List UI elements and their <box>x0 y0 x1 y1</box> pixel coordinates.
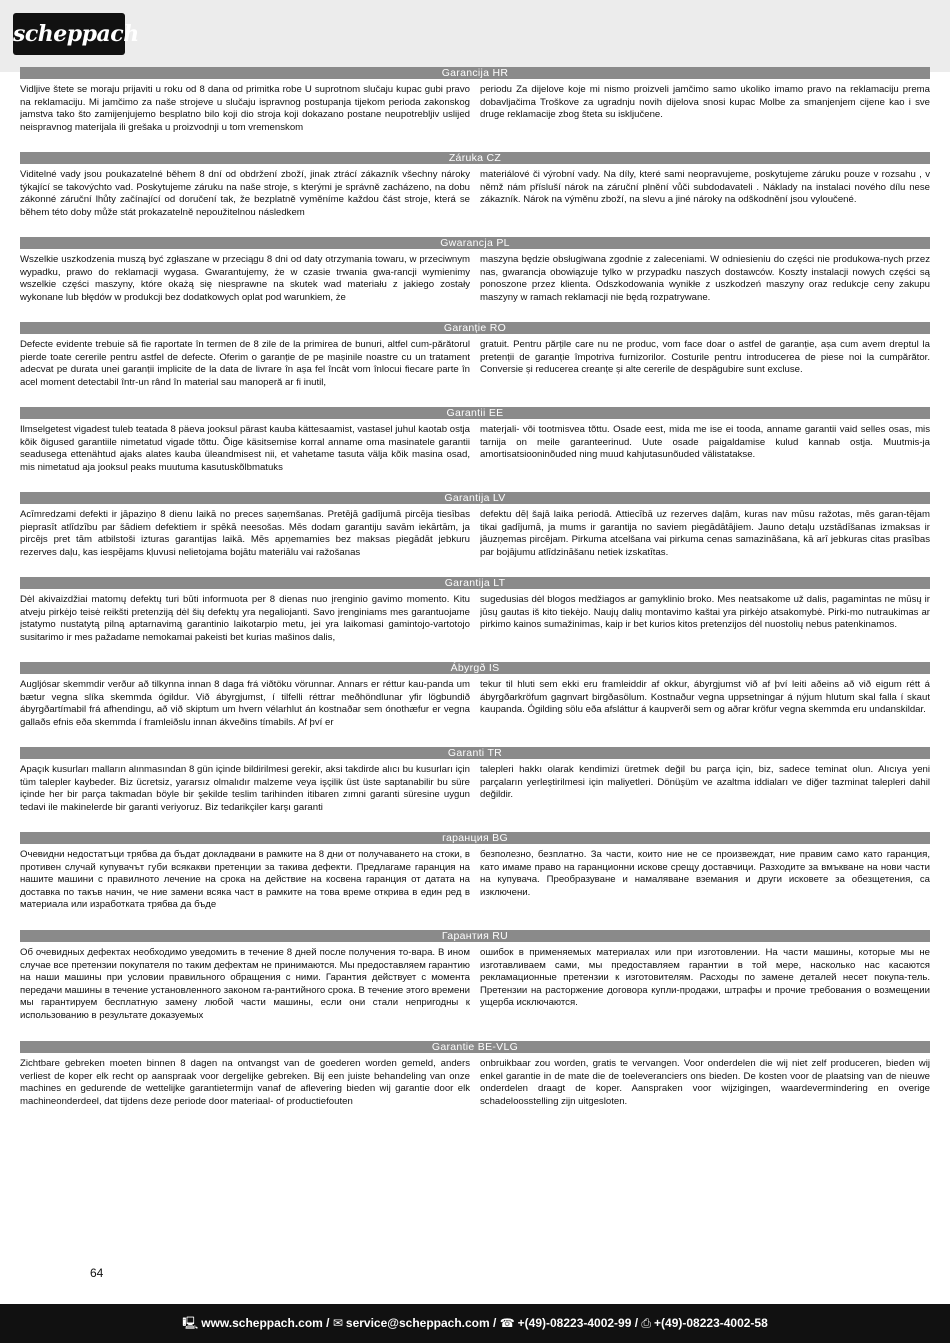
section-tr <box>20 747 930 814</box>
section-title: Garantija LV <box>20 492 930 504</box>
section-text-left: Wszelkie uszkodzenia muszą być zgłaszane w przeciągu 8 dni od daty otrzymania towaru, w przeciwnym wypadku, prawo do reklamacji wygasa. Gwarantujemy, że w czasie trwania gwa-rancji wymienimy wszelkie części maszyny, które okażą się niesprawne na skutek wad materiału z jakiego zostały wykonane lub błędów w produkcji bez dodatkowych oplat pod warunkiem, że <box>20 254 470 303</box>
section-text-left: Apaçık kusurları malların alınmasından 8 gün içinde bildirilmesi gerekir, aksi takdirde alıcı bu kusurları için tüm talepler kaybeder. Biz ücretsiz, yararsız olmalıdır malzeme veya işçilik üst üste saptanabilir bu süre içinde her bir parça takmadan böyle bir şekilde teslim tarihinden itibaren zımni garanti süresine uygun tedavi ile makinelerde bir garanti veriyoruz. Biz tedarikçiler karşı garanti <box>20 764 470 813</box>
section-text-right: defektu dēļ šajā laika periodā. Attiecībā uz rezerves daļām, kuras nav mūsu ražotas, mēs garan-tējam tikai gadījumā, ja mums ir garantija no saviem piegādātājiem. Jauno detaļu uzstādīšanas izmaksas ir jāuzņemas pircējam. Pirkuma atcelšana vai pirkuma cenas samazināšana, kā arī jebkuras citas prasības par bojājumu atlīdzināšanu netiek izskatītas. <box>480 509 930 558</box>
fax-icon: ⎙ <box>641 1316 652 1330</box>
phone-link[interactable] <box>500 1304 632 1343</box>
section-title: гаранция BG <box>20 832 930 844</box>
fax-number <box>641 1304 767 1343</box>
section-ro <box>20 322 930 389</box>
computer-icon: 🖳 <box>182 1316 199 1330</box>
section-text-right: sugedusias dėl blogos medžiagos ar gamyklinio broko. Mes neatsakome už dalis, pagamintas ne mūsų ir jūsų gautas iš kito tiekėjo. Naujų dalių montavimo kaštai yra pirkėjo atsakomybė. Pirki-mo nutraukimas ar pirkimo kainos sumažinimas, kaip ir bet kurios kitos pretenzijos dėl nuostolių nebus patenkinamos. <box>480 594 930 631</box>
email-text: service@scheppach.com <box>345 1316 490 1330</box>
section-bg <box>20 832 930 912</box>
section-title: Garantii EE <box>20 407 930 419</box>
section-text-left: Dėl akivaizdžiai matomų defektų turi būti informuota per 8 dienas nuo įrenginio gavimo momento. Kitu atveju pirkėjo teisė reikšti pretenziją dėl šių defektų yra negaliojanti. Savo įrenginiams mes garantuojame įstatymo nustatytą pilną aptarnavimą garantinio laikotarpio metu, jei yra laikomasi gamintojo-vartotojo susitarimo ir mes pažadame nemokamai pakeisti bet kurias mašinos dalis, <box>20 594 470 643</box>
fax-text: +(49)-08223-4002-58 <box>654 1316 768 1330</box>
phone-text: +(49)-08223-4002-99 <box>517 1316 632 1330</box>
section-text-right: periodu Za dijelove koje mi nismo proizveli jamčimo samo ukoliko imamo pravo na reklamaciju prema dobavljačima Troškove za ugradnju novih dijelova snosi kupac Molbe za smanjenjem cijene kao i sve druge reklamacije zbog šteta su isključene. <box>480 84 930 121</box>
section-text-left: Zichtbare gebreken moeten binnen 8 dagen na ontvangst van de goederen worden gemeld, anders verliest de koper elk recht op aanspraak voor dergelijke gebreken. Bij een juiste behandeling van onze machines en gedurende de wettelijke garantietermijn vanaf de aflevering bieden wij garantie door elk machineonderdeel, dat tijdens deze periode door materiaal- of productiefouten <box>20 1058 470 1107</box>
section-pl <box>20 237 930 304</box>
section-text-right: materjali- või tootmisvea tõttu. Osade eest, mida me ise ei tooda, anname garantii vaid selles osas, mis tarnija on meile garanteerinud. Uute osade paigaldamise kulud kannab ostja. Muutmis-ja amortisatsiooninõuded ning muud kahjutasunõuded välistatakse. <box>480 424 930 461</box>
section-be-vlg <box>20 1041 930 1108</box>
section-text-right: materiálové či výrobní vady. Na díly, které sami neopravujeme, poskytujeme záruku pouze v rozsahu , v němž nám přísluší nárok na záruční plnění vůči subdodavateli . Náklady na instalaci nového dílu nese zákazník. Nárok na výměnu zboží, na slevu a jiné nároky na odškodnění jsou vyloučené. <box>480 169 930 206</box>
website-text: www.scheppach.com <box>201 1316 323 1330</box>
scheppach-logo: scheppach <box>13 13 125 55</box>
section-title: Garancija HR <box>20 67 930 79</box>
section-text-left: Viditelné vady jsou poukazatelné během 8 dní od obdržení zboží, jinak ztrácí zákazník všechny nároky týkající se takovýchto vad. Poskytujeme záruku na naše stroje, s kterými je správně zacházeno, na dobu zákonné záruční lhůty začínající od doručení tak, že bezplatně vyměníme každou část stroje, která se během této doby může stát prokazatelně nepoužitelnou následkem <box>20 169 470 218</box>
section-text-left: Vidljive štete se moraju prijaviti u roku od 8 dana od primitka robe U suprotnom slučaju kupac gubi pravo na reklamaciju. Mi jamčimo za naše strojeve u slučaju ispravnog postupanja tijekom perioda zakonskog jamstva tako što zamijenjujemo besplatno bilo koji dio stroja koji dokazano postane neupotrebljiv uslijed neispravnog materijala ili grešaka u proizvodnji u tom vremenskom <box>20 84 470 133</box>
section-text-left: Acīmredzami defekti ir jāpaziņo 8 dienu laikā no preces saņemšanas. Pretējā gadījumā pircēja tiesības pieprasīt atlīdzību par šādiem defektiem ir spēkā neesošas. Mēs dodam garantiju savām iekārtām, ja pircējs pret tām atbilstoši izturas garantijas laikā. Mēs apņemamies bez maksas piegādāt jebkuru rezerves daļu, kas iespējams kļuvusi nelietojama bojātu materiālu vai ražošanas <box>20 509 470 558</box>
separator: / <box>322 1316 333 1330</box>
separator: / <box>489 1316 500 1330</box>
section-text-left: Об очевидных дефектах необходимо уведомить в течение 8 дней после получения то-вара. В ином случае все претензии покупателя по таким дефектам не принимаются. Мы предоставляем гарантию на наши машины при условии правильного обращения с ними. Гарантия действует с момента передачи машины в течение установленного законом га-рантийного срока. В течение этого времени мы гарантируем бесплатную замену любой части машины, если они стали непригодны к использованию в результате доказуемых <box>20 947 470 1021</box>
section-text-right: tekur til hluti sem ekki eru framleiddir af okkur, ábyrgjumst við af því leiti aðeins að við eigum rétt á ábyrgðarkröfum gagnvart birgðasölum. Kostnaður vegna uppsetningar á nýjum hlutum skal falla í skaut kaupanda. Ógilding sölu eða afsláttur á kaupverði sem og aðrar kröfur vegna skemmda eru undanskildar. <box>480 679 930 716</box>
website-link[interactable] <box>182 1304 323 1343</box>
section-title: Garanție RO <box>20 322 930 334</box>
section-ee <box>20 407 930 474</box>
separator: / <box>631 1316 642 1330</box>
section-text-left: Defecte evidente trebuie să fie raportate în termen de 8 zile de la primirea de bunuri, altfel cum-părătorul pierde toate cererile pentru astfel de defecte. Oferim o garanție de pe mașinile noastre cu un tratament adecvat pe durata unei garanții implicite de la data de livrare în așa fel încât vom înlocui fiecare parte în acel moment detectabil într-un rând în material sau manoperă ar fi inutil, <box>20 339 470 388</box>
section-text-right: talepleri hakkı olarak kendimizi üretmek değil bu parça için, biz, sadece teminat olun. Alıcıya yeni parçaların yerleştirilmesi için maliyetleri. Dönüşüm ve azaltma iddiaları ve diğer tazminat talepleri dahil değildir. <box>480 764 930 801</box>
header-band <box>0 0 950 72</box>
section-text-left: Ilmselgetest vigadest tuleb teatada 8 päeva jooksul pärast kauba kättesaamist, vastasel juhul kaotab ostja kõik õigused garantiile nimetatud vigade tõttu. Õige käsitsemise korral anname oma masinatele garantii seadusega ettenähtud ajaks alates kauba üleandmisest nii, et vahetame tasuta välja kõik masina osad, mis nimetatud aja jooksul peaks muutuma kasutuskõlbmatuks <box>20 424 470 473</box>
phone-icon: ☎ <box>499 1316 515 1330</box>
section-text-right: maszyna będzie obsługiwana zgodnie z zaleceniami. W odniesieniu do części nie produkowa-nych przez nas, gwarancja obowiązuje tylko w przypadku naszych dostawców. Koszty instalacji nowych części są ponoszone przez klienta. Odszkodowania wynikłe z uszkodzeń maszyny oraz redukcje ceny zakupu maszyny w ramach reklamacji nie będą rozpatrywane. <box>480 254 930 303</box>
section-title: Záruka CZ <box>20 152 930 164</box>
page-number: 64 <box>90 1266 104 1280</box>
section-title: Garantie BE-VLG <box>20 1041 930 1053</box>
section-text-right: безполезно, безплатно. За части, които ние не се произвеждат, ние правим само като гаранция, като имаме право на гаранционни искове срещу доставчици. Разходите за вмъкване на нови части на купувача. Преобразуване и намаляване вземания и други исковете за обезщетения, са изключени. <box>480 849 930 898</box>
section-title: Гарантия RU <box>20 930 930 942</box>
section-title: Garanti TR <box>20 747 930 759</box>
footer-contact-bar <box>0 1304 950 1343</box>
section-lt <box>20 577 930 644</box>
mail-icon: ✉ <box>332 1316 343 1330</box>
section-text-left: Augljósar skemmdir verður að tilkynna innan 8 daga frá viðtöku vörunnar. Annars er réttur kau-panda um bætur vegna slíka skemmda ógildur. Við ábyrgjumst, í tilfelli réttrar meðhöndlunar yfir lögbundið ábyrgðartímabil frá afhendingu, að við skiptum um hvern vélarhlut án kostnaðar sem ónothæfur er vegna gallaðs efnis eða skemmda í framleiðslu innan ákveðins tímabils. Af því er <box>20 679 470 728</box>
section-text-right: onbruikbaar zou worden, gratis te vervangen. Voor onderdelen die wij niet zelf produceren, bieden wij enkel garantie in de mate die de toeleveranciers ons bieden. De kosten voor de plaatsing van de nieuwe onderdelen draagt de koper. Aanspraken voor wijzigingen, waardevermindering en overige schadeloosstelling zijn uitgesloten. <box>480 1058 930 1107</box>
section-title: Gwarancja PL <box>20 237 930 249</box>
section-text-right: gratuit. Pentru părțile care nu ne produc, vom face doar o astfel de garanție, așa cum avem dreptul la pretenții de garanție împotriva furnizorilor. Costurile pentru introducerea de piese noi la cumpărător. Conversie și reducerea creanțe și alte cererile de despăgubire sunt excluse. <box>480 339 930 376</box>
email-link[interactable] <box>333 1304 490 1343</box>
section-title: Garantija LT <box>20 577 930 589</box>
section-is <box>20 662 930 729</box>
section-text-right: ошибок в применяемых материалах или при изготовлении. На части машины, которые мы не изготавливаем сами, мы предоставляем гарантии в той мере, насколько нас касаются рекламационные претензии к изготовителям. Расходы по замене деталей несет покупа-тель. Претензии на расторжение договора купли-продажи, штрафы и прочие требования о возмещении ущерба исключаются. <box>480 947 930 1009</box>
section-lv <box>20 492 930 559</box>
section-hr <box>20 67 930 134</box>
section-title: Ábyrgð IS <box>20 662 930 674</box>
section-text-left: Очевидни недостатъци трябва да бъдат докладвани в рамките на 8 дни от получаването на стоки, в противен случай купувачът губи всякакви претенции за такива дефекти. Предлагаме гаранция на нашите машини с правилното лечение на срока на действие на косвена гаранция от датата на доставка по такъв начин, че ние замени всяка част в рамките на това време открива в един ред в материала или изработката трябва да бъде <box>20 849 470 911</box>
section-ru <box>20 930 930 1023</box>
section-cz <box>20 152 930 219</box>
